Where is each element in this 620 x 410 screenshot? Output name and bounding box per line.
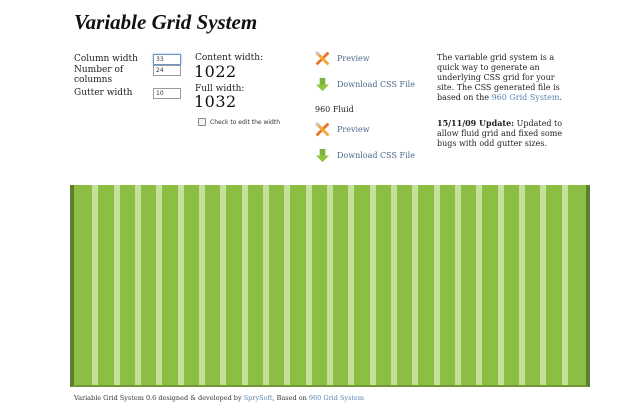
grid-gutter [327,185,333,385]
fluid-preview-label: Preview [337,125,370,134]
number-of-columns-label: Number of columns [74,65,124,85]
preview-link[interactable] [315,51,370,66]
footer [74,394,364,402]
update-title: 15/11/09 Update: [437,118,515,128]
grid-gutter [263,185,269,385]
grid-gutter [178,185,184,385]
grid-gutter [434,185,440,385]
960-grid-link[interactable]: 960 Grid System [491,93,560,102]
grid-gutter [562,185,568,385]
footer-text: Variable Grid System 0.6 designed & developed by [74,394,242,402]
grid-gutter [370,185,376,385]
full-width-value: 1032 [194,92,237,111]
update-note [437,118,567,149]
fluid-section-label: 960 Fluid [315,105,354,114]
grid-gutter [242,185,248,385]
grid-gutter [135,185,141,385]
fluid-download-css-label: Download CSS File [337,151,415,160]
grid-gutter [199,185,205,385]
number-of-columns-input[interactable] [153,65,181,76]
gutter-width-label: Gutter width [74,88,133,98]
column-width-label: Column width [74,54,138,64]
grid-gutter [114,185,120,385]
grid-gutter [540,185,546,385]
fluid-download-arrow-icon [315,148,330,163]
gutter-width-input[interactable] [153,88,181,99]
content-width-label: Content width: [195,53,264,63]
footer-960-grid-link[interactable]: 960 Grid System [308,394,365,402]
page-title: Variable Grid System [74,10,258,34]
fluid-preview-tools-icon [315,122,330,137]
grid-gutter [476,185,482,385]
download-css-link[interactable] [315,77,415,92]
grid-gutter [519,185,525,385]
grid-gutter [92,185,98,385]
grid-gutter [156,185,162,385]
grid-gutter [220,185,226,385]
preview-label: Preview [337,54,370,63]
download-arrow-icon [315,77,330,92]
column-width-input[interactable] [153,54,181,65]
grid-gutter [412,185,418,385]
description-body: The variable grid system is a quick way to generate an underlying CSS grid for your site. The CSS generated file is based on the [437,53,560,102]
content-width-value: 1022 [194,62,237,81]
edit-width-checkbox-row[interactable] [198,117,280,127]
description-text [437,53,567,103]
grid-gutter [284,185,290,385]
grid-gutter [391,185,397,385]
edit-width-checkbox-label: Check to edit the width [210,118,281,126]
footer-middle: , Based on [272,394,307,402]
sprysoft-link[interactable]: SprySoft [243,394,273,402]
fluid-preview-link[interactable] [315,122,370,137]
edit-width-checkbox[interactable] [198,118,206,126]
download-css-label: Download CSS File [337,80,415,89]
description-end: . [559,93,562,102]
grid-gutter [306,185,312,385]
update-text: Updated to allow fluid grid and fixed some bugs with odd gutter sizes. [437,119,563,148]
preview-tools-icon [315,51,330,66]
grid-preview [70,185,590,387]
full-width-label: Full width: [195,84,245,94]
grid-gutter [455,185,461,385]
fluid-download-css-link[interactable] [315,148,415,163]
grid-gutter [348,185,354,385]
grid-gutter [498,185,504,385]
